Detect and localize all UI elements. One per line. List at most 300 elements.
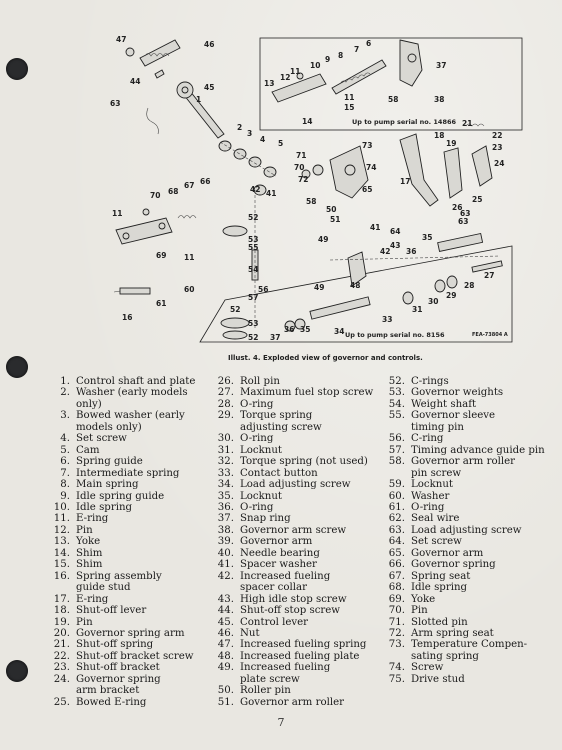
parts-list-item [48,605,213,616]
part-number: 7. [60,467,70,479]
callout-label: 63 [458,217,469,226]
part-number: 12. [53,524,70,536]
part-description: Weight shaft [411,398,477,410]
parts-list-item [212,697,382,708]
parts-list-item [48,491,213,502]
callout-label: 24 [494,159,505,168]
part-number: 48. [217,650,234,662]
part-description: Snap ring [240,513,291,525]
part-number: 70. [388,605,405,617]
parts-list-item [383,559,558,570]
part-description: pin screw [411,467,462,479]
page-number: 7 [277,716,285,729]
parts-list-column-1 [48,376,213,708]
callout-label: 48 [350,281,361,290]
callout-label: 44 [130,77,141,86]
callout-label: 15 [344,103,355,112]
parts-list-item [212,559,382,570]
part-description: Spring assembly [76,570,162,582]
part-description: Shim [76,547,103,559]
part-number: 13. [53,536,70,548]
parts-list-item [212,456,382,467]
callout-label: 65 [362,185,373,194]
part-number: 43. [217,593,234,605]
parts-list-item [48,639,213,650]
part-number: 18. [53,605,70,617]
governor-weights [114,226,258,339]
callout-label: 25 [472,195,483,204]
part-description: Load adjusting screw [240,479,351,491]
parts-list-item [48,697,213,708]
callout-label: 49 [318,235,329,244]
part-number [48,685,70,696]
parts-list-item [212,491,382,502]
part-description: Torque spring [240,410,313,422]
callout-label: 5 [278,139,284,148]
callout-label: 56 [258,285,269,294]
parts-list-item [48,628,213,639]
part-number: 32. [217,456,234,468]
callout-label: 11 [344,93,355,102]
part-description: O-ring [240,398,274,410]
part-description: Governor spring [411,559,496,571]
callout-label: 67 [184,181,195,190]
parts-list-item [212,399,382,410]
part-number: 47. [217,639,234,651]
part-description: Governor weights [411,387,504,399]
part-number: 73. [388,639,405,651]
part-number: 33. [217,467,234,479]
callout-label: 11 [290,67,301,76]
part-description: Increased fueling [240,570,331,582]
part-description: Control shaft and plate [76,376,196,387]
part-description: O-ring [240,433,274,445]
part-description: Washer (early models [76,387,188,399]
parts-list-item [212,639,382,650]
parts-list-item [383,410,558,421]
part-description: Increased fueling [240,662,331,674]
callout-label: 30 [428,297,439,306]
parts-list-item [383,525,558,536]
callout-label: 7 [354,45,360,54]
parts-list-item [48,456,213,467]
part-description: Governor arm [240,536,313,548]
part-number: 58. [388,456,405,468]
callout-label: 35 [422,233,433,242]
part-number: 59. [388,479,405,491]
callout-label: 57 [248,293,259,302]
part-description: Slotted pin [411,616,468,628]
part-description: Cam [76,444,100,456]
callout-label: 4 [260,135,266,144]
parts-list-item [48,387,213,398]
part-description: sating spring [411,650,479,662]
part-description: O-ring [240,501,274,513]
parts-list-item [48,571,213,582]
callout-label: 3 [247,129,253,138]
part-number: 67. [388,570,405,582]
callout-label: 11 [112,209,123,218]
part-number: 1. [60,376,70,387]
part-number: 54. [388,398,405,410]
part-number: 2. [60,387,70,399]
callout-label: 10 [310,61,321,70]
part-number [48,399,70,410]
callout-label: 66 [200,177,211,186]
part-description: Governor spring arm [76,627,185,639]
parts-list-item [212,685,382,696]
callout-label: 36 [406,247,417,256]
part-description: Idle spring [411,582,468,594]
callout-label: 58 [306,197,317,206]
callout-label: 63 [460,209,471,218]
callout-label: 37 [436,61,447,70]
part-number: 19. [53,616,70,628]
callout-label: 11 [184,253,195,262]
part-description: Load adjusting screw [411,524,522,536]
parts-list-item [212,662,382,673]
parts-list-column-2 [212,376,382,708]
part-number: 34. [217,479,234,491]
parts-list-item [48,468,213,479]
part-description: E-ring [76,513,109,525]
parts-list-item [383,433,558,444]
part-description: Torque spring (not used) [240,456,368,468]
parts-list-item [212,548,382,559]
parts-list-item [48,376,213,387]
part-number: 9. [60,490,70,502]
part-description: Temperature Compen- [411,639,528,651]
part-description: Shut-off spring [76,639,154,651]
part-number: 44. [217,605,234,617]
parts-list-item [212,433,382,444]
part-number: 68. [388,582,405,594]
part-number [383,651,405,662]
parts-list-item [383,594,558,605]
part-number: 30. [217,433,234,445]
parts-list-item [212,513,382,524]
parts-list-item [212,468,382,479]
callout-label: 37 [270,333,281,342]
part-number: 62. [388,513,405,525]
parts-list-item [212,582,382,593]
parts-list-item [383,422,558,433]
part-number: 20. [53,627,70,639]
callout-label: 60 [184,285,195,294]
parts-list-item [48,651,213,662]
binder-hole-middle [6,356,28,378]
callout-label: 38 [434,95,445,104]
callout-label: 33 [382,315,393,324]
part-number: 56. [388,433,405,445]
part-number: 65. [388,547,405,559]
part-number: 52. [388,376,405,387]
part-number: 60. [388,490,405,502]
callout-label: 28 [464,281,475,290]
callout-label: 71 [296,151,307,160]
inset-top-note: Up to pump serial no. 14866 [352,118,457,126]
part-number [212,422,234,433]
part-number: 41. [217,559,234,571]
part-description: Seal wire [411,513,460,525]
parts-list-item [383,548,558,559]
part-description: Set screw [76,433,127,445]
callout-label: 23 [492,143,503,152]
part-description: Pin [411,605,428,617]
part-number: 8. [60,479,70,491]
part-number: 45. [217,616,234,628]
part-number: 17. [53,593,70,605]
callout-label: 61 [156,299,167,308]
part-number: 4. [60,433,70,445]
callout-label: 9 [325,55,331,64]
exploded-view-diagram [100,30,530,350]
parts-list-item [48,685,213,696]
part-number: 31. [217,444,234,456]
part-description: Shut-off lever [76,605,147,617]
parts-list-item [383,445,558,456]
parts-list-item [48,410,213,421]
part-number: 49. [217,662,234,674]
parts-list-item [383,628,558,639]
parts-list-item [212,387,382,398]
parts-list-item [212,651,382,662]
part-number: 46. [217,627,234,639]
callout-label: 70 [150,191,161,200]
part-description: Needle bearing [240,547,320,559]
part-description: Washer [411,490,450,502]
parts-list-item [48,548,213,559]
callout-label: 72 [298,175,309,184]
part-description: Yoke [411,593,436,605]
parts-list-item [48,559,213,570]
parts-list-item [212,594,382,605]
part-number: 69. [388,593,405,605]
part-description: Yoke [76,536,101,548]
inset-bottom-note: Up to pump serial no. 8156 [345,331,445,339]
parts-list-item [48,433,213,444]
callout-label: 64 [390,227,401,236]
part-number: 22. [53,650,70,662]
callout-label: 29 [446,291,457,300]
part-description: Bowed E-ring [76,696,147,708]
part-description: Timing advance guide pin [411,444,545,456]
part-description: Shim [76,559,103,571]
part-description: arm bracket [76,685,140,697]
part-description: Contact button [240,467,318,479]
parts-list-item [48,513,213,524]
part-description: Control lever [240,616,309,628]
part-description: Increased fueling plate [240,650,360,662]
part-description: Arm spring seat [411,627,494,639]
part-description: Shut-off bracket screw [76,650,194,662]
parts-list-item [383,674,558,685]
callout-label: 14 [302,117,313,126]
part-number [383,422,405,433]
diagram-caption: Illust. 4. Exploded view of governor and controls. [228,354,423,362]
part-number: 74. [388,662,405,674]
parts-list-item [212,479,382,490]
part-description: Bowed washer (early [76,410,185,422]
parts-list-item [383,387,558,398]
parts-list-item [383,456,558,467]
callout-label: 35 [300,325,311,334]
part-number: 11. [53,513,70,525]
parts-list-column-3 [383,376,558,685]
parts-list-item [383,605,558,616]
callout-label: 16 [122,313,133,322]
callout-label: 17 [400,177,411,186]
part-number [212,674,234,685]
part-description: Spring seat [411,570,471,582]
part-description: O-ring [411,501,445,513]
callout-label: 42 [380,247,391,256]
part-number: 40. [217,547,234,559]
part-description: spacer collar [240,582,307,594]
part-description: Idle spring guide [76,490,165,502]
part-description: Pin [76,616,93,628]
part-description: guide stud [76,582,131,594]
callout-label: 45 [204,83,215,92]
parts-list-item [48,582,213,593]
part-number: 29. [217,410,234,422]
parts-list-item [212,376,382,387]
parts-list-item [48,525,213,536]
part-number [383,468,405,479]
part-description: Governor arm roller [240,696,344,708]
part-number: 50. [217,685,234,697]
parts-list-item [383,662,558,673]
part-number: 16. [53,570,70,582]
washer-stack [219,141,276,195]
parts-list-item [48,662,213,673]
part-description: models only) [76,421,142,433]
parts-list-item [48,617,213,628]
part-description: timing pin [411,421,464,433]
parts-list-item [383,651,558,662]
part-description: Main spring [76,479,139,491]
part-number: 3. [60,410,70,422]
callout-label: 70 [294,163,305,172]
part-description: Screw [411,662,444,674]
callout-label: 12 [280,73,291,82]
callout-label: 41 [266,189,277,198]
callout-label: 52 [248,333,259,342]
parts-list-item [383,571,558,582]
callout-label: 8 [338,51,344,60]
part-description: High idle stop screw [240,593,347,605]
callout-label: 19 [446,139,457,148]
part-number: 15. [53,559,70,571]
part-description: C-rings [411,376,449,387]
part-description: Intermediate spring [76,467,180,479]
part-number: 25. [53,696,70,708]
figure-code: FEA-73804 A [472,332,508,338]
callout-label: 58 [388,95,399,104]
parts-list-item [48,502,213,513]
parts-list-item [383,513,558,524]
callout-label: 41 [370,223,381,232]
callout-label: 1 [196,95,202,104]
parts-list-item [212,525,382,536]
parts-list-item [212,422,382,433]
part-number: 14. [53,547,70,559]
part-description: Governor sleeve [411,410,496,422]
parts-list-item [383,617,558,628]
callout-label: 51 [330,215,341,224]
part-number: 51. [217,696,234,708]
part-description: Set screw [411,536,462,548]
parts-list-item [212,410,382,421]
part-description: Pin [76,524,93,536]
callout-label: 6 [366,39,372,48]
callout-label: 36 [284,325,295,334]
part-number: 26. [217,376,234,387]
parts-list-item [212,502,382,513]
callout-label: 18 [434,131,445,140]
part-number: 10. [53,501,70,513]
part-number: 71. [388,616,405,628]
part-number [48,582,70,593]
part-description: Shut-off bracket [76,662,160,674]
part-description: adjusting screw [240,421,322,433]
part-description: only) [76,398,102,410]
parts-list-item [212,605,382,616]
parts-list-item [383,376,558,387]
part-number: 39. [217,536,234,548]
yoke-left [116,209,196,244]
part-number: 61. [388,501,405,513]
part-description: Spring guide [76,456,143,468]
part-number: 21. [53,639,70,651]
callout-label: 74 [366,163,377,172]
callout-label: 27 [484,271,495,280]
callout-label: 42 [250,185,261,194]
callout-label: 68 [168,187,179,196]
parts-list-item [212,536,382,547]
callout-label: 49 [314,283,325,292]
part-number: 23. [53,662,70,674]
callout-label: 53 [248,319,259,328]
parts-list-item [212,445,382,456]
part-description: Idle spring [76,501,133,513]
parts-list-item [212,617,382,628]
shutoff-lever-group [400,124,492,206]
parts-list-item [48,479,213,490]
part-number: 64. [388,536,405,548]
parts-list-item [48,536,213,547]
part-description: Maximum fuel stop screw [240,387,374,399]
callout-label: 31 [412,305,423,314]
part-number: 53. [388,387,405,399]
callout-label: 43 [390,241,401,250]
part-description: Governor arm [411,547,484,559]
binder-hole-top [6,58,28,80]
part-description: Governor arm roller [411,456,515,468]
part-description: Drive stud [411,673,465,685]
part-description: Governor spring [76,673,161,685]
parts-list-item [212,628,382,639]
parts-list-item [48,674,213,685]
callout-label: 52 [230,305,241,314]
parts-list-item [48,399,213,410]
part-number: 6. [60,456,70,468]
part-description: Roller pin [240,685,291,697]
part-description: C-ring [411,433,444,445]
part-description: Governor arm screw [240,524,347,536]
parts-list-item [383,399,558,410]
part-description: Roll pin [240,376,280,387]
